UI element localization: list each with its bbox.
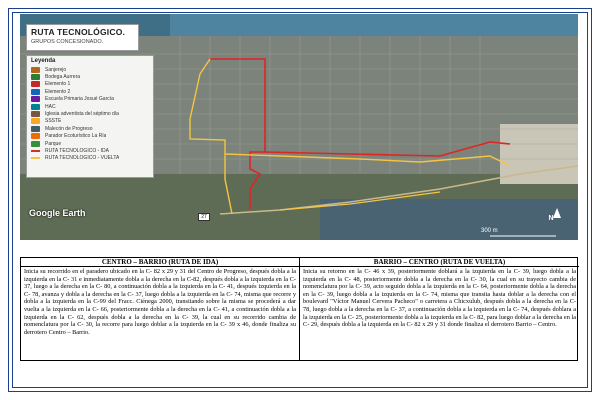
legend-label: Elemento 1	[45, 81, 71, 88]
map-title: RUTA TECNOLÓGICO.	[31, 27, 126, 37]
legend-item	[31, 155, 149, 162]
ida-title: CENTRO – BARRIO (RUTA DE IDA)	[21, 258, 299, 267]
legend-item	[31, 103, 149, 110]
legend-label: Sanjerejo	[45, 66, 67, 73]
legend-marker-icon	[31, 89, 40, 95]
legend-label: Parque	[45, 140, 62, 147]
legend-label: Parador Ecoturístico La Ría	[45, 133, 107, 140]
legend-marker-icon	[31, 141, 40, 147]
road-number-marker: 27	[198, 213, 210, 221]
legend-label: SSSTE	[45, 118, 62, 125]
legend-label: Iglesia adventista del séptimo día	[45, 111, 119, 118]
legend-label: Escuela Primaria Josué García	[45, 96, 114, 103]
legend-marker-icon	[31, 96, 40, 102]
legend-marker-icon	[31, 111, 40, 117]
scale-label: 300 m	[481, 228, 498, 234]
legend-item	[31, 118, 149, 125]
legend-item	[31, 66, 149, 73]
legend-item	[31, 81, 149, 88]
legend-item	[31, 133, 149, 140]
north-label: N	[548, 215, 554, 222]
legend-label: RUTA TECNOLÓGICO - VUELTA	[45, 155, 120, 162]
legend-item	[31, 125, 149, 132]
legend-marker-icon	[31, 67, 40, 73]
legend-marker-icon	[31, 157, 40, 159]
ida-column	[21, 258, 300, 360]
map-subtitle: GRUPOS CONCESIONADO.	[31, 39, 104, 45]
legend-marker-icon	[31, 133, 40, 139]
legend-heading: Leyenda	[31, 58, 56, 64]
map-title-box	[26, 24, 139, 51]
sea-shallow	[170, 14, 578, 36]
vuelta-title: BARRIO – CENTRO (RUTA DE VUELTA)	[300, 258, 579, 267]
legend-item	[31, 96, 149, 103]
legend-label: HAC	[45, 103, 56, 110]
legend-list	[31, 66, 149, 162]
lagoon-water	[320, 199, 578, 240]
legend-marker-icon	[31, 74, 40, 80]
legend-label: Bodega Aurrera	[45, 74, 81, 81]
vuelta-column	[300, 258, 579, 360]
legend-marker-icon	[31, 104, 40, 110]
legend-label: Elemento 2	[45, 88, 71, 95]
legend-item	[31, 88, 149, 95]
legend-item	[31, 147, 149, 154]
google-earth-logo: Google Earth	[29, 208, 86, 218]
legend-item	[31, 110, 149, 117]
legend-marker-icon	[31, 81, 40, 87]
ida-description: Inicia su recorrido en el paradero ubicado en la C- 82 x 29 y 31 del Centro de Progreso, después dobla a la izquierda en la C- 31 e inmediatamente dobla a la derecha en la C-82, después dobla a la izquierda en la C- 37, luego a la derecha en la C- 80, a continuación dobla a la izquierda en la C- 41, después izquierda en la C- 78, avanza y dobla a la derecha en la C- 37, luego dobla a la izquierda en la C- 74, misma que recorre y dobla a la izquierda en la C-99 del Fracc. Ciénega 2000, transitando sobre la misma se procederá a dar vuelta a la izquierda en la C- 66, posteriormente dobla a la derecha en la C- 41, a continuación dobla a la izquierda en la C- 62, después dobla a la derecha en la C- 39, la cual en su recorrido cambia de nomenclatura por la C- 30, la recorre para luego doblar a la izquierda en la C- 39 x 46, donde finaliza su derrotero Centro – Barrio.	[24, 268, 296, 336]
legend-marker-icon	[31, 150, 40, 152]
vuelta-description: Inicia su retorno en la C- 46 x 39, posteriormente doblará a la izquierda en la C- 39, luego dobla a la izquierda en la C- 48, posteriormente dobla a la derecha en la C- 30, la cual en su trayecto cambia de nomenclatura por la C- 39, acto seguido dobla a la izquierda en la C- 64, posteriormente dobla a la derecha en la C- 39, luego dobla a la izquierda en la C- 74, misma que transita hasta doblar a la derecha con el boulevard "Víctor Manuel Cervera Pacheco" o carretera a Chicxulub, después dobla a la derecha en la C- 78, luego dobla a la derecha en la C- 37, a continuación dobla a la izquierda en la C- 74, después doblara a la izquierda en la C- 25, posteriormente dobla a la izquierda en la C- 82, para luego doblar a la derecha en la C- 29, después dobla a la izquierda en la C- 82 x 29 y 31 donde finaliza el derrotero Barrio – Centro.	[303, 268, 576, 329]
legend-item	[31, 140, 149, 147]
map-legend	[26, 55, 154, 178]
legend-label: Malecón de Progreso	[45, 125, 93, 132]
legend-item	[31, 73, 149, 80]
legend-label: RUTA TECNOLÓGICO - IDA	[45, 147, 109, 154]
legend-marker-icon	[31, 118, 40, 124]
legend-marker-icon	[31, 126, 40, 132]
route-description-table	[20, 257, 578, 361]
